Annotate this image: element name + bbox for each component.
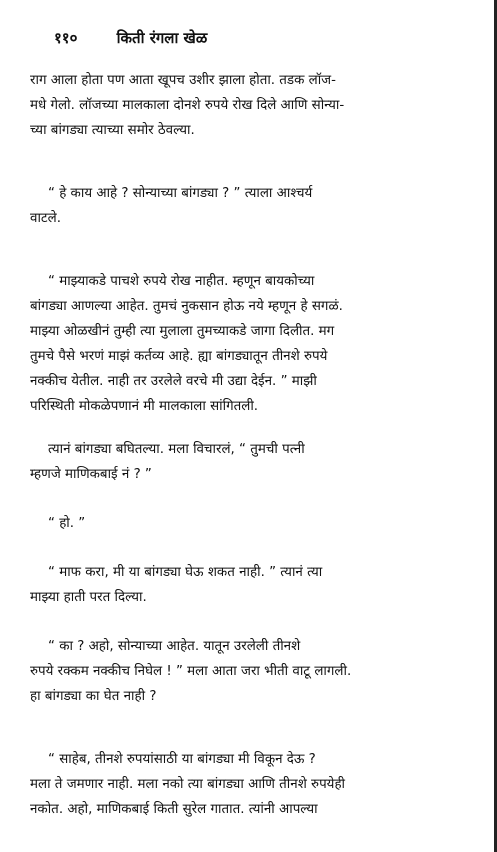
- text-line: “ हे काय आहे ? सोन्याच्या बांगड्या ? ” त्याला आश्चर्य: [48, 186, 313, 201]
- text-line: माझ्या ओळखीनं तुम्ही त्या मुलाला तुमच्याकडे जागा दिलीत. मग: [30, 324, 335, 339]
- text-line: बांगड्या आणल्या आहेत. तुमचं नुकसान होऊ नये म्हणून हे सगळं.: [30, 299, 343, 314]
- body-text: [30, 68, 462, 822]
- text-line: त्यानं बांगड्या बघितल्या. मला विचारलं, “ तुमची पत्नी: [48, 442, 305, 457]
- text-line: च्या बांगड्या त्याच्या समोर ठेवल्या.: [30, 123, 195, 138]
- paragraph: [30, 68, 462, 143]
- text-line: “ माझ्याकडे पाचशे रुपये रोख नाहीत. म्हणून बायकोच्या: [48, 274, 315, 289]
- running-header: [54, 28, 207, 48]
- text-line: “ हो. ”: [48, 516, 86, 531]
- text-line: “ का ? अहो, सोन्याच्या आहेत. यातून उरलेली तीनशे: [48, 639, 301, 654]
- text-line: तुमचे पैसे भरणं माझं कर्तव्य आहे. ह्या बांगड्यातून तीनशे रुपये: [30, 349, 328, 364]
- text-line: माझ्या हाती परत दिल्या.: [30, 590, 147, 605]
- text-line: “ माफ करा, मी या बांगड्या घेऊ शकत नाही. ” त्यानं त्या: [48, 565, 323, 580]
- paragraph: [30, 747, 462, 822]
- book-title: किती रंगला खेळ: [116, 29, 208, 47]
- page-number: ११०: [54, 29, 78, 47]
- text-line: राग आला होता पण आता खूपच उशीर झाला होता. तडक लॉज-: [30, 73, 336, 88]
- paragraph: [30, 560, 462, 610]
- paragraph: [30, 634, 462, 709]
- text-line: नक्कीच येतील. नाही तर उरलेले वरचे मी उद्या देईन. ” माझी: [30, 374, 317, 389]
- text-line: रुपये रक्कम नक्कीच निघेल ! ” मला आता जरा भीती वाटू लागली.: [30, 664, 352, 679]
- text-line: म्हणजे माणिकबाई नं ? ”: [30, 467, 152, 482]
- text-line: मधे गेलो. लॉजच्या मालकाला दोनशे रुपये रोख दिले आणि सोन्या-: [30, 98, 345, 113]
- text-line: मला ते जमणार नाही. मला नको त्या बांगड्या आणि तीनशे रुपयेही: [30, 777, 346, 792]
- text-line: हा बांगड्या का घेत नाही ?: [30, 689, 157, 704]
- text-line: परिस्थिती मोकळेपणानं मी मालकाला सांगितली.: [30, 399, 259, 414]
- paragraph: [30, 269, 462, 419]
- paragraph: [30, 181, 462, 231]
- text-line: वाटले.: [30, 211, 61, 226]
- text-line: “ साहेब, तीनशे रुपयांसाठी या बांगड्या मी विकून देऊ ?: [48, 752, 316, 767]
- paragraph: [30, 511, 462, 536]
- text-line: नकोत. अहो, माणिकबाई किती सुरेल गातात. त्यांनी आपल्या: [30, 802, 318, 817]
- paragraph: [30, 437, 462, 487]
